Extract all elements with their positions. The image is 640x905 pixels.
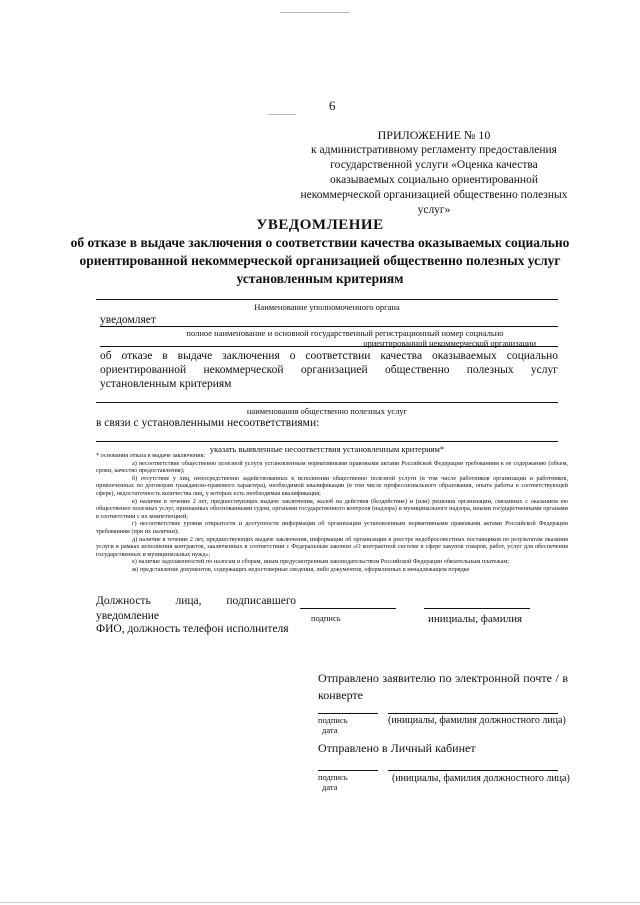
organization-line — [100, 326, 558, 327]
notifies-label: уведомляет — [100, 314, 156, 326]
notes-intro: * основания отказа в выдаче заключения: — [96, 452, 206, 459]
note-item: д) наличие в течение 2 лет, предшествующих выдаче заключения, информации об организации в реестре недобросовестных поставщиков по результатам оказания услуги в рамках исполнения контрактов, заключенных в соответствии с Федеральным законом «О контрактной системе в сфере закупок товаров, работ, услуг для обеспечения государственных и муниципальных нужд»; — [96, 535, 568, 558]
sent-email-official-line — [388, 713, 558, 714]
document-subtitle: об отказе в выдаче заключения о соответствии качества оказываемых социально ориентированной некоммерческой организацией общественно полезных услуг установленным критериям — [70, 235, 570, 286]
note-item: ж) представление документов, содержащих недостоверные сведения, либо документов, оформленных в ненадлежащем порядке — [132, 565, 470, 573]
criteria-caption: указать выявленные несоответствия установленным критериям* — [209, 444, 445, 454]
document-title: УВЕДОМЛЕНИЕ — [256, 217, 384, 233]
organization-caption-line-1: полное наименование и основной государственный регистрационный номер социально — [186, 328, 504, 338]
sent-cabinet-sign-line — [318, 770, 378, 771]
services-line — [96, 402, 558, 403]
sent-email-official-caption: (инициалы, фамилия должностного лица) — [388, 715, 566, 726]
sent-email-sign-caption: подпись — [318, 715, 348, 725]
signer-position-label: Должность лица, подписавшего уведомление — [96, 595, 296, 622]
authority-line — [96, 299, 558, 300]
organization-caption — [130, 328, 560, 348]
refusal-grounds-notes — [96, 452, 568, 574]
scan-artifact — [280, 12, 350, 13]
signature-line — [300, 608, 396, 609]
sent-cabinet-text: Отправлено в Личный кабинет — [318, 741, 476, 755]
scan-artifact — [268, 114, 296, 115]
sent-cabinet-date-caption: дата — [322, 782, 338, 792]
reason-line — [96, 441, 558, 442]
note-item: а) несоответствие общественно полезной услуги установленным нормативными правовыми актами Российской Федерации требованиям к ее содержанию (объем, сроки, качество предоставления); — [96, 459, 568, 475]
sent-email-date-caption: дата — [322, 725, 338, 735]
sent-cabinet-sign-caption: подпись — [318, 772, 348, 782]
sent-cabinet-official-line — [388, 770, 558, 771]
initials-caption: инициалы, фамилия — [428, 613, 523, 625]
appendix-block — [300, 128, 568, 218]
organization-line-2 — [100, 346, 558, 347]
refusal-text: об отказе в выдаче заключения о соответствии качества оказываемых социально ориентированной некоммерческой организацией общественно полезных услуг установленным критериям — [100, 350, 558, 390]
scan-artifact — [0, 902, 640, 903]
services-caption: наименования общественно полезных услуг — [246, 406, 408, 416]
note-item: г) несоответствие уровня открытости и доступности информации об организации установленным нормативными правовыми актами Российской Федерации требованиям (при их наличии); — [96, 520, 568, 535]
sent-cabinet-official-caption: (инициалы, фамилия должностного лица) — [392, 773, 570, 784]
sent-email-text: Отправлено заявителю по электронной почте / в конверте — [318, 671, 568, 702]
executor-label: ФИО, должность телефон исполнителя — [96, 623, 289, 635]
appendix-title: ПРИЛОЖЕНИЕ № 10 — [377, 128, 491, 142]
note-item: б) отсутствие у лиц, непосредственно задействованных в исполнении общественно полезной услуги (в том числе работников организации и работников, привлеченных по договорам гражданско-правового характера), необходимой квалификации (в том числе профессионального образования, опыта работы в соответствующей сфере), недостаточность количества лиц, у которых есть необходимая квалификация; — [96, 474, 568, 497]
note-item: в) наличие в течение 2 лет, предшествующих выдаче заключения, жалоб на действия (бездействие) и (или) решения организации, связанных с оказанием ею общественно полезных услуг, признанных обоснованными судом, органами государственного контроля (надзора) и муниципального надзора, иными государственными органами в соответствии с их компетенцией; — [96, 497, 568, 520]
initials-line — [424, 608, 530, 609]
organization-caption-line-2: ориентированной некоммерческой организации — [363, 338, 536, 348]
signature-caption: подпись — [311, 613, 341, 623]
appendix-body: к административному регламенту предоставления государственной услуги «Оценка качества оказываемых социально ориентированной некоммерческой организацией общественно полезных услуг» — [300, 144, 568, 216]
note-item: е) наличие задолженностей по налогам и сборам, иным предусмотренным законодательством Российской Федерации обязательным платежам; — [132, 558, 509, 566]
reason-label: в связи с установленными несоответствиями: — [96, 417, 320, 429]
authority-caption: Наименование уполномоченного органа — [254, 302, 400, 312]
page-number: 6 — [329, 98, 336, 113]
sent-email-sign-line — [318, 713, 378, 714]
